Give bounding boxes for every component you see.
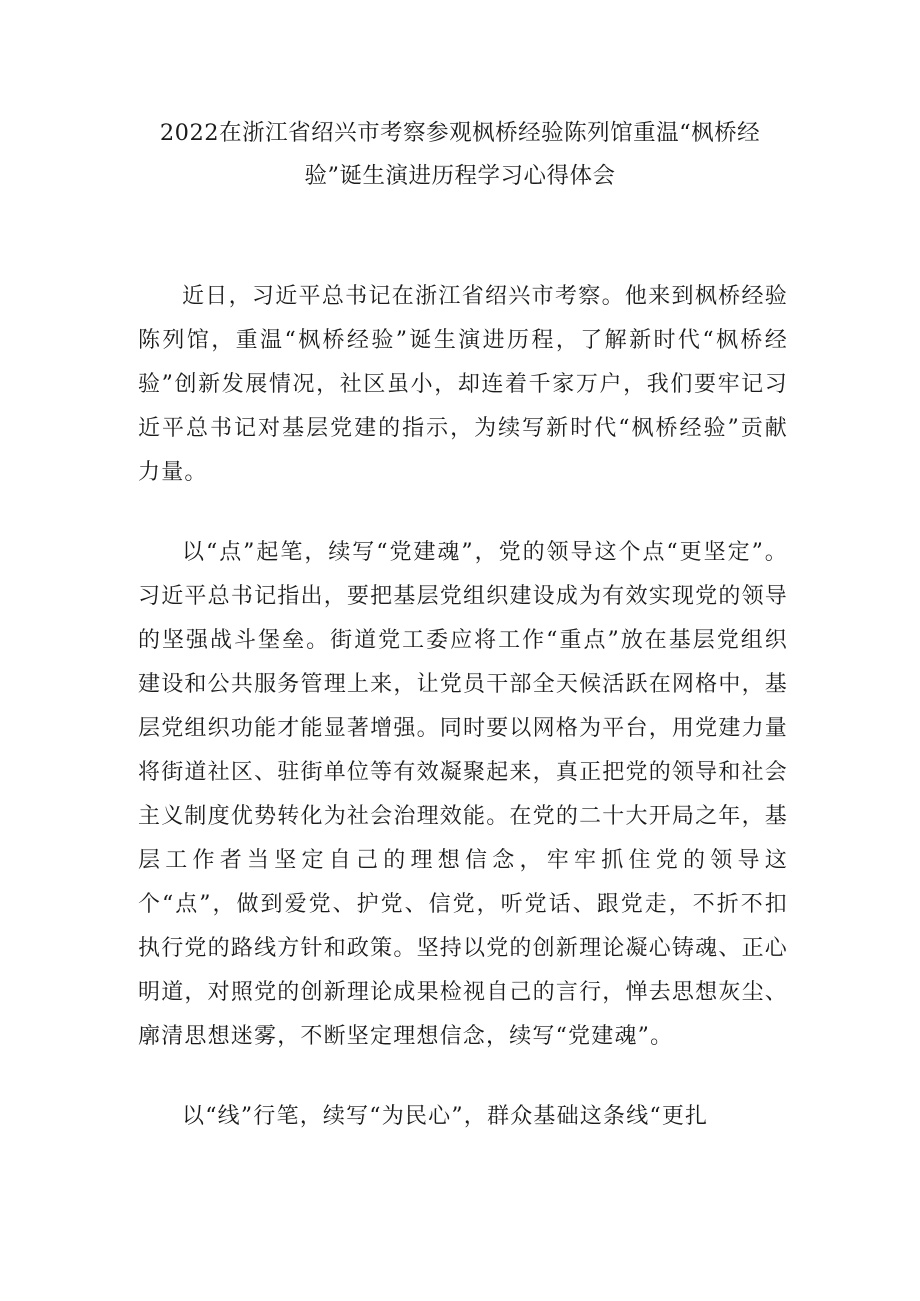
- paragraph-line: 以“线”行笔，续写“为民心”，群众基础这条线“更扎: [182, 1104, 709, 1129]
- paragraph-point: 以“点”起笔，续写“党建魂”，党的领导这个点“更坚定”。习近平总书记指出，要把基层党组织建设成为有效实现党的领导的坚强战斗堡垒。街道党工委应将工作“重点”放在基层党组织建设和公共服务管理上来，让党员干部全天候活跃在网格中，基层党组织功能才能显著增强。同时要以网格为平台，用党建力量将街道社区、驻街单位等有效凝聚起来，真正把党的领导和社会主义制度优势转化为社会治理效能。在党的二十大开局之年，基层工作者当坚定自己的理想信念，牢牢抓住党的领导这个“点”，做到爱党、护党、信党，听党话、跟党走，不折不扣执行党的路线方针和政策。坚持以党的创新理论凝心铸魂、正心明道，对照党的创新理论成果检视自己的言行，惮去思想灰尘、廓清思想迷雾，不断坚定理想信念，续写“党建魂”。: [138, 540, 788, 1049]
- paragraph-intro: 近日，习近平总书记在浙江省绍兴市考察。他来到枫桥经验陈列馆，重温“枫桥经验”诞生演进历程，了解新时代“枫桥经验”创新发展情况，社区虽小，却连着千家万户，我们要牢记习近平总书记对基层党建的指示，为续写新时代“枫桥经验”贡献力量。: [138, 284, 788, 485]
- document-body: [138, 275, 788, 1139]
- title-line-2: 验”诞生演进历程学习心得体会: [304, 163, 616, 189]
- document-title: [120, 112, 800, 198]
- title-line-1: 2022在浙江省绍兴市考察参观枫桥经验陈列馆重温“枫桥经: [159, 120, 761, 146]
